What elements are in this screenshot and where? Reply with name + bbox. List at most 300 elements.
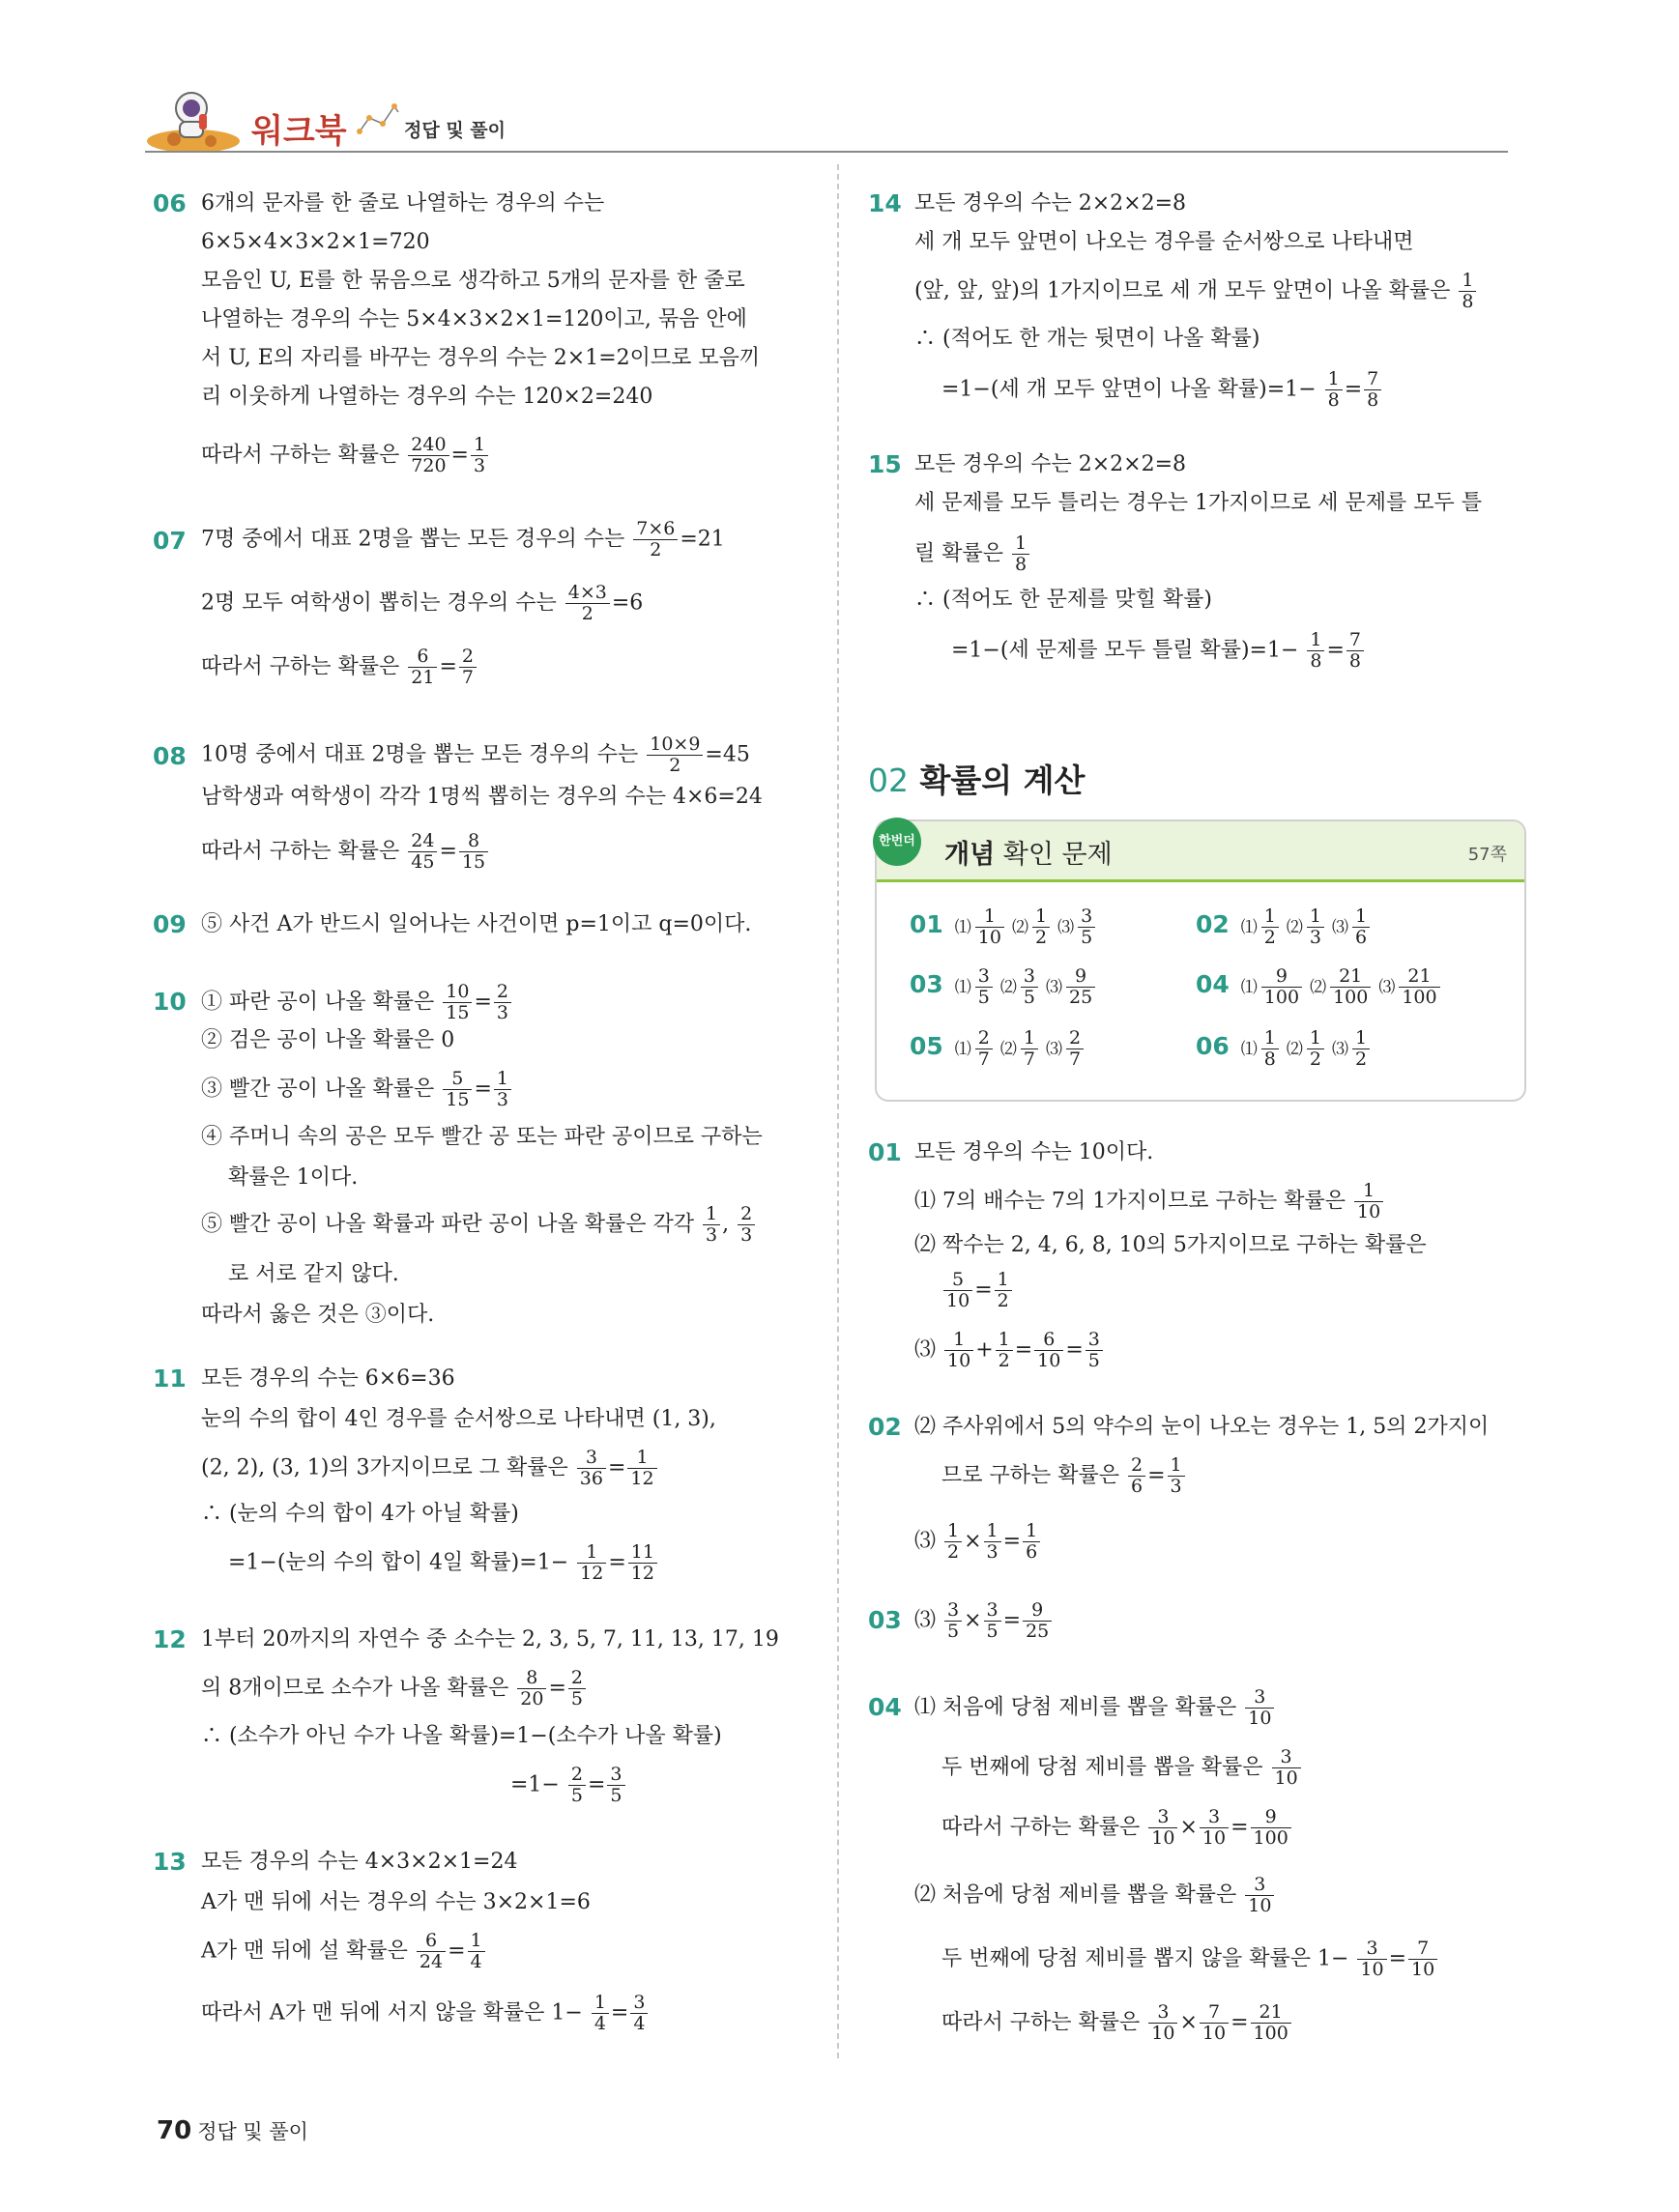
answer-number: 06 <box>1196 1032 1230 1060</box>
numerator: 7 <box>1408 1939 1437 1960</box>
page-header <box>145 93 1508 153</box>
numerator: 3 <box>1078 906 1095 928</box>
numerator: 2 <box>568 1668 586 1689</box>
denominator: 100 <box>1263 987 1300 1008</box>
fraction <box>1330 966 1371 1008</box>
numerator: 2 <box>459 646 477 668</box>
fraction <box>975 906 1004 948</box>
equals: = <box>607 1455 626 1480</box>
concept-check-box <box>875 819 1526 1102</box>
equals: = <box>548 1676 566 1701</box>
denominator: 6 <box>1131 1476 1143 1497</box>
math-line <box>941 2002 1293 2044</box>
fraction <box>408 831 437 873</box>
problem-number: 03 <box>868 1606 902 1634</box>
problem-number: 08 <box>153 742 187 770</box>
line: 6개의 문자를 한 줄로 나열하는 경우의 수는 <box>201 191 605 215</box>
fraction <box>1012 533 1029 575</box>
text: (2, 2), (3, 1)의 3가지이므로 그 확률은 <box>201 1455 568 1480</box>
numerator: 1 <box>471 435 488 456</box>
times: × <box>1179 2010 1198 2035</box>
text: =1−(세 문제를 모두 틀릴 확률)=1− <box>951 638 1299 663</box>
equals: = <box>474 1077 492 1102</box>
numerator: 1 <box>944 1330 973 1351</box>
numerator: 1 <box>703 1204 720 1225</box>
denominator: 2 <box>998 1350 1010 1371</box>
math-line <box>941 1455 1187 1497</box>
numerator: 3 <box>1086 1330 1103 1351</box>
math-line <box>201 734 750 776</box>
fraction <box>565 583 610 624</box>
denominator: 45 <box>411 851 435 873</box>
equals: = <box>1147 1463 1166 1488</box>
numerator: 3 <box>975 966 993 988</box>
text: 의 8개이므로 소수가 나올 확률은 <box>201 1676 509 1701</box>
fraction <box>944 1600 962 1642</box>
numerator: 3 <box>1148 2002 1177 2024</box>
denominator: 8 <box>1263 1049 1276 1070</box>
denominator: 3 <box>1170 1476 1182 1497</box>
fraction <box>1034 1330 1063 1371</box>
math-line <box>510 1765 627 1806</box>
denominator: 2 <box>1354 1049 1368 1070</box>
math-line <box>914 271 1478 312</box>
numerator: 1 <box>1352 1028 1370 1049</box>
fraction <box>408 646 437 688</box>
denominator: 10 <box>1360 1959 1384 1980</box>
fraction <box>1023 1600 1052 1642</box>
answer-row <box>910 966 1097 1008</box>
denominator: 100 <box>1253 2023 1288 2044</box>
denominator: 10 <box>1411 1959 1435 1980</box>
denominator: 5 <box>977 987 990 1008</box>
numerator: 1 <box>1168 1455 1185 1477</box>
fraction <box>443 1069 472 1110</box>
fraction <box>1261 1028 1279 1070</box>
answer-row <box>1196 906 1372 948</box>
fraction <box>471 435 488 476</box>
fraction <box>1021 1028 1038 1070</box>
fraction <box>1148 2002 1177 2044</box>
numerator: 3 <box>577 1448 606 1469</box>
text: 므로 구하는 확률은 <box>941 1463 1120 1488</box>
numerator: 8 <box>459 831 488 852</box>
denominator: 5 <box>947 1621 960 1642</box>
denominator: 5 <box>1081 927 1093 948</box>
fraction <box>1066 966 1095 1008</box>
fraction <box>1168 1455 1185 1497</box>
numerator: 7 <box>1364 369 1381 390</box>
denominator: 5 <box>986 1621 999 1642</box>
numerator: 2 <box>1066 1028 1084 1049</box>
numerator: 1 <box>577 1542 606 1564</box>
numerator: 9 <box>1261 966 1302 988</box>
equals: = <box>448 1939 466 1964</box>
denominator: 25 <box>1026 1621 1050 1642</box>
fraction <box>494 1069 511 1110</box>
text: ③ 빨간 공이 나올 확률은 <box>201 1077 435 1102</box>
text: =1−(세 개 모두 앞면이 나올 확률)=1− <box>941 377 1317 402</box>
fraction <box>1272 1747 1301 1789</box>
line: 서 U, E의 자리를 바꾸는 경우의 수는 2×1=2이므로 모음끼 <box>201 346 761 370</box>
numerator: 5 <box>943 1270 972 1291</box>
line: 모든 경우의 수는 6×6=36 <box>201 1366 455 1391</box>
denominator: 10 <box>946 1290 970 1311</box>
denominator: 15 <box>461 851 486 873</box>
equals: = <box>1002 1608 1022 1633</box>
fraction <box>1307 906 1324 948</box>
line: ∴ (적어도 한 개는 뒷면이 나올 확률) <box>914 327 1260 351</box>
denominator: 100 <box>1333 987 1369 1008</box>
fraction <box>1261 906 1279 948</box>
fraction <box>1399 966 1439 1008</box>
denominator: 10 <box>947 1350 971 1371</box>
fraction <box>1245 1687 1274 1729</box>
math-line <box>201 831 490 873</box>
line: 모든 경우의 수는 2×2×2=8 <box>914 191 1187 215</box>
numerator: 9 <box>1066 966 1095 988</box>
text: 따라서 구하는 확률은 <box>201 654 400 679</box>
numerator: 240 <box>408 435 449 456</box>
fraction <box>1086 1330 1103 1371</box>
denominator: 3 <box>473 455 486 476</box>
denominator: 4 <box>470 1951 482 1972</box>
sub-label: ⑶ <box>1378 978 1396 997</box>
numerator: 3 <box>630 1993 648 2014</box>
numerator: 1 <box>468 1931 485 1952</box>
text: ⑶ <box>914 1337 937 1363</box>
denominator: 3 <box>740 1224 753 1246</box>
comma: , <box>722 1212 730 1237</box>
denominator: 10 <box>1037 1350 1061 1371</box>
text: ⑴ 7의 배수는 7의 1가지이므로 구하는 확률은 <box>914 1189 1346 1214</box>
equals: = <box>610 2000 629 2025</box>
fraction <box>1346 630 1364 672</box>
numerator: 1 <box>592 1993 609 2014</box>
plus: + <box>975 1337 994 1363</box>
line: 눈의 수의 합이 4인 경우를 순서쌍으로 나타내면 (1, 3), <box>201 1407 716 1431</box>
fraction <box>1023 1521 1040 1563</box>
math-line <box>914 1330 1105 1371</box>
equals: = <box>1065 1337 1084 1363</box>
denominator: 7 <box>1023 1049 1035 1070</box>
fraction <box>1021 966 1038 1008</box>
denominator: 5 <box>1023 987 1035 1008</box>
math-line <box>914 533 1031 575</box>
numerator: 3 <box>1148 1807 1177 1828</box>
denominator: 10 <box>1201 2023 1227 2044</box>
sub-label: ⑵ <box>999 978 1017 997</box>
math-line <box>228 1542 659 1584</box>
answer-number: 01 <box>910 910 943 938</box>
math-line <box>201 1204 757 1246</box>
fraction <box>577 1448 606 1489</box>
fraction <box>703 1204 720 1246</box>
numerator: 3 <box>607 1765 624 1786</box>
sub-label: ⑵ <box>1286 1040 1303 1059</box>
numerator: 1 <box>1459 271 1476 292</box>
math-line <box>914 1687 1276 1729</box>
text: 두 번째에 당첨 제비를 뽑지 않을 확률은 1− <box>941 1946 1349 1971</box>
denominator: 10 <box>1274 1767 1298 1789</box>
title-rest: 확인 문제 <box>995 840 1113 870</box>
denominator: 2 <box>1034 927 1048 948</box>
fraction <box>592 1993 609 2034</box>
fraction <box>568 1765 586 1806</box>
numerator: 24 <box>408 831 437 852</box>
sub-label: ⑴ <box>954 1040 971 1059</box>
reference-page: 57쪽 <box>1467 845 1507 865</box>
text: 릴 확률은 <box>914 541 1004 566</box>
fraction <box>1261 966 1302 1008</box>
equals: = <box>1230 2010 1249 2035</box>
numerator: 11 <box>628 1542 657 1564</box>
answer-number: 03 <box>910 970 943 998</box>
equals: = <box>450 443 469 468</box>
denominator: 2 <box>1309 1049 1321 1070</box>
problem-number: 15 <box>868 450 902 478</box>
denominator: 7 <box>977 1049 990 1070</box>
fraction <box>568 1668 586 1709</box>
numerator: 3 <box>1245 1875 1274 1896</box>
numerator: 2 <box>494 982 511 1003</box>
fraction <box>630 1993 648 2034</box>
section-title <box>868 756 1085 801</box>
math-line <box>201 519 725 560</box>
problem-number: 11 <box>153 1365 187 1393</box>
numerator: 1 <box>1307 906 1324 928</box>
problem-number: 09 <box>153 910 187 938</box>
sub-label: ⑵ <box>1286 918 1303 937</box>
sub-label: ⑴ <box>954 918 971 937</box>
fraction <box>1251 2002 1291 2044</box>
fraction <box>517 1668 546 1709</box>
text: =21 <box>680 527 725 552</box>
fraction <box>607 1765 624 1806</box>
math-line <box>914 1521 1042 1563</box>
line: ⑵ 짝수는 2, 4, 6, 8, 10의 5가지이므로 구하는 확률은 <box>914 1233 1427 1257</box>
denominator: 10 <box>1151 2023 1175 2044</box>
numerator: 3 <box>1272 1747 1301 1768</box>
denominator: 100 <box>1253 1827 1288 1849</box>
denominator: 8 <box>1327 389 1340 411</box>
line: 로 서로 같지 않다. <box>228 1262 399 1286</box>
denominator: 8 <box>1015 554 1028 575</box>
problem-number: 13 <box>153 1848 187 1876</box>
fraction <box>995 1270 1012 1311</box>
denominator: 15 <box>446 1002 470 1023</box>
text: 따라서 구하는 확률은 <box>201 839 400 864</box>
equals: = <box>1230 1815 1249 1840</box>
line: 나열하는 경우의 수는 5×4×3×2×1=120이고, 묶음 안에 <box>201 307 747 331</box>
text: ⑶ <box>914 1529 937 1554</box>
denominator: 5 <box>1087 1350 1100 1371</box>
text: ⑴ 처음에 당첨 제비를 뽑을 확률은 <box>914 1695 1237 1720</box>
numerator: 7 <box>1346 630 1364 651</box>
numerator: 1 <box>1307 630 1324 651</box>
fraction <box>1352 906 1370 948</box>
line: ∴ (적어도 한 문제를 맞힐 확률) <box>914 588 1212 612</box>
fraction <box>577 1542 606 1584</box>
numerator: 6 <box>1034 1330 1063 1351</box>
line: 남학생과 여학생이 각각 1명씩 뽑히는 경우의 수는 4×6=24 <box>201 785 763 809</box>
text: 따라서 구하는 확률은 <box>201 443 400 468</box>
equals: = <box>474 990 492 1015</box>
text: ① 파란 공이 나올 확률은 <box>201 990 435 1015</box>
numerator: 21 <box>1399 966 1439 988</box>
numerator: 1 <box>494 1069 511 1090</box>
math-line <box>201 1448 659 1489</box>
denominator: 2 <box>650 539 662 560</box>
fraction <box>443 982 472 1023</box>
line: ② 검은 공이 나올 확률은 0 <box>201 1028 455 1052</box>
answer-row <box>910 1028 1086 1070</box>
numerator: 1 <box>1012 533 1029 555</box>
math-line <box>914 1600 1054 1642</box>
fraction <box>633 519 678 560</box>
numerator: 4×3 <box>565 583 610 604</box>
line: 모음인 U, E를 한 묶음으로 생각하고 5개의 문자를 한 줄로 <box>201 269 745 293</box>
fraction <box>628 1542 657 1584</box>
denominator: 10 <box>1248 1895 1272 1916</box>
fraction <box>984 1521 1001 1563</box>
equals: = <box>1344 377 1363 402</box>
fraction <box>1354 1181 1383 1222</box>
denominator: 7 <box>461 667 474 688</box>
answer-number: 04 <box>1196 970 1230 998</box>
denominator: 10 <box>1201 1827 1227 1849</box>
sub-label: ⑵ <box>1310 978 1327 997</box>
numerator: 1 <box>1352 906 1370 928</box>
denominator: 21 <box>411 667 435 688</box>
sub-label: ⑶ <box>1045 978 1062 997</box>
sub-label: ⑴ <box>1240 978 1258 997</box>
numerator: 2 <box>975 1028 993 1049</box>
denominator: 10 <box>1151 1827 1175 1849</box>
fraction <box>975 966 993 1008</box>
numerator: 1 <box>1354 1181 1383 1202</box>
fraction <box>417 1931 446 1972</box>
math-line <box>201 646 478 688</box>
math-line <box>201 1668 588 1709</box>
problem-number: 04 <box>868 1693 902 1721</box>
fraction <box>975 1028 993 1070</box>
numerator: 7 <box>1200 2002 1229 2024</box>
equals: = <box>439 654 457 679</box>
math-line <box>941 369 1383 411</box>
numerator: 1 <box>975 906 1004 928</box>
text: =6 <box>611 590 644 616</box>
line: 리 이웃하게 나열하는 경우의 수는 120×2=240 <box>201 385 653 409</box>
text: (앞, 앞, 앞)의 1가지이므로 세 개 모두 앞면이 나올 확률은 <box>914 278 1451 303</box>
fraction <box>494 982 511 1023</box>
math-line <box>201 1931 487 1972</box>
line: ∴ (소수가 아닌 수가 나올 확률)=1−(소수가 나올 확률) <box>201 1724 722 1748</box>
fraction <box>647 734 703 776</box>
fraction <box>944 1521 962 1563</box>
text: =45 <box>705 742 750 767</box>
denominator: 6 <box>1354 927 1368 948</box>
equals: = <box>1388 1946 1407 1971</box>
denominator: 12 <box>630 1563 654 1584</box>
math-line <box>201 1993 650 2034</box>
sub-label: ⑶ <box>1045 1040 1062 1059</box>
concept-box-title <box>944 833 1113 871</box>
line: ④ 주머니 속의 공은 모두 빨간 공 또는 파란 공이므로 구하는 <box>201 1125 763 1149</box>
fraction <box>1352 1028 1370 1070</box>
fraction <box>459 646 477 688</box>
numerator: 1 <box>1307 1028 1324 1049</box>
line: 세 개 모두 앞면이 나오는 경우를 순서쌍으로 나타내면 <box>914 230 1414 254</box>
denominator: 36 <box>579 1468 603 1489</box>
text: 따라서 구하는 확률은 <box>941 2010 1141 2035</box>
problem-number: 10 <box>153 988 187 1016</box>
numerator: 9 <box>1023 1600 1052 1622</box>
denominator: 12 <box>580 1563 604 1584</box>
text: A가 맨 뒤에 설 확률은 <box>201 1939 408 1964</box>
line: A가 맨 뒤에 서는 경우의 수는 3×2×1=6 <box>201 1890 591 1914</box>
denominator: 3 <box>1309 927 1321 948</box>
problem-number: 06 <box>153 189 187 217</box>
problem-number: 01 <box>868 1138 902 1166</box>
denominator: 2 <box>1263 927 1276 948</box>
numerator: 1 <box>1021 1028 1038 1049</box>
fraction <box>468 1931 485 1972</box>
times: × <box>964 1608 982 1633</box>
fraction <box>1307 630 1324 672</box>
fraction <box>1128 1455 1145 1497</box>
line: 모든 경우의 수는 10이다. <box>914 1140 1154 1164</box>
fraction <box>1364 369 1381 411</box>
numerator: 3 <box>1021 966 1038 988</box>
text: 두 번째에 당첨 제비를 뽑을 확률은 <box>941 1755 1263 1780</box>
math-line <box>941 1939 1439 1980</box>
equals: = <box>1002 1529 1022 1554</box>
fraction <box>943 1270 972 1311</box>
text: 따라서 구하는 확률은 <box>941 1815 1141 1840</box>
math-line <box>201 982 513 1023</box>
line: 세 문제를 모두 틀리는 경우는 1가지이므로 세 문제를 모두 틀 <box>914 491 1482 515</box>
sub-label: ⑶ <box>1331 918 1348 937</box>
fraction <box>1200 2002 1229 2044</box>
fraction <box>1066 1028 1084 1070</box>
numerator: 2 <box>1128 1455 1145 1477</box>
equals: = <box>587 1772 606 1797</box>
denominator: 2 <box>669 755 681 776</box>
text: ⑤ 빨간 공이 나올 확률과 파란 공이 나올 확률은 각각 <box>201 1212 694 1237</box>
fraction <box>1459 271 1476 312</box>
numerator: 2 <box>738 1204 755 1225</box>
numerator: 8 <box>517 1668 546 1689</box>
sub-label: ⑵ <box>1011 918 1028 937</box>
equals: = <box>1014 1337 1033 1363</box>
math-line <box>201 583 643 624</box>
problem-number: 02 <box>868 1413 902 1441</box>
math-line <box>201 1069 513 1110</box>
numerator: 7×6 <box>633 519 678 540</box>
numerator: 6 <box>408 646 437 668</box>
numerator: 1 <box>1325 369 1343 390</box>
numerator: 10 <box>443 982 472 1003</box>
line: 6×5×4×3×2×1=720 <box>201 230 430 254</box>
line: 1부터 20까지의 자연수 중 소수는 2, 3, 5, 7, 11, 13, 17, 19 <box>201 1627 779 1652</box>
answer-row <box>1196 1028 1372 1070</box>
problem-number: 14 <box>868 189 902 217</box>
numerator: 2 <box>568 1765 586 1786</box>
fraction <box>738 1204 755 1246</box>
constellation-icon <box>356 99 402 137</box>
denominator: 8 <box>1348 650 1362 672</box>
